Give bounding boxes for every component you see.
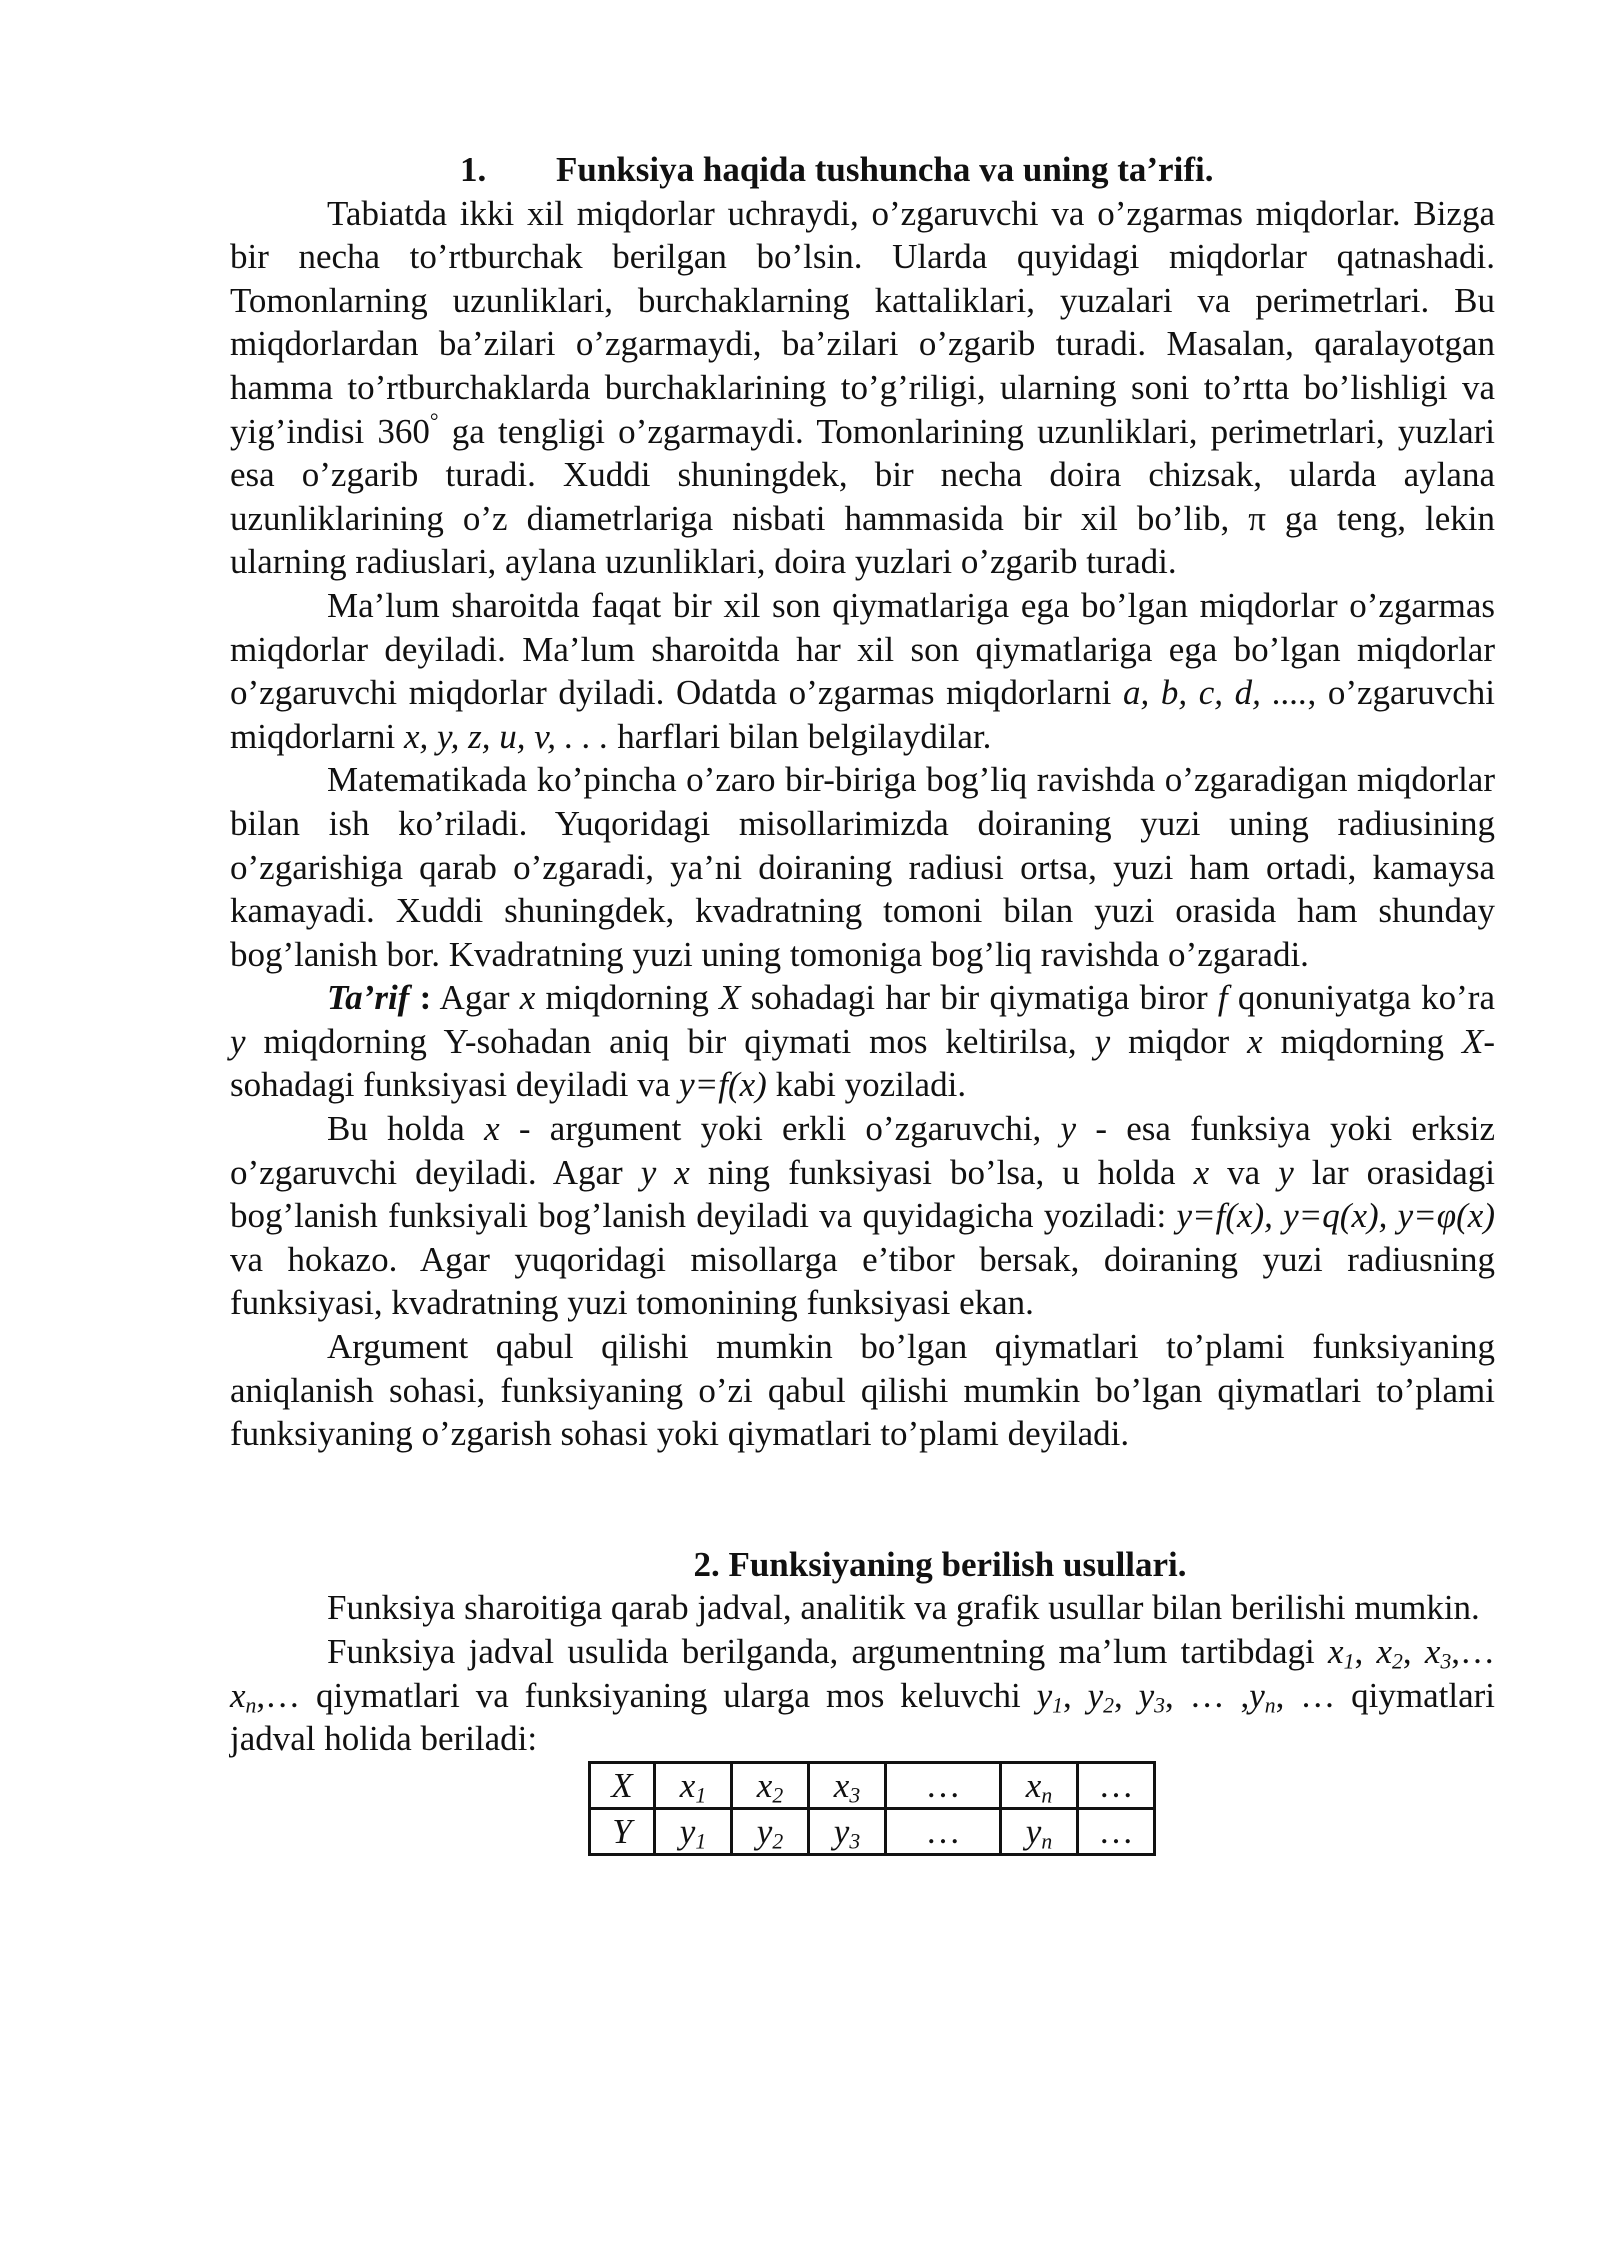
y-var: y xyxy=(1036,1675,1053,1715)
p5-text-3: - esa funksiya yoki erksiz o’zgaruvchi deyiladi. Agar xyxy=(230,1109,1495,1192)
def-text-1: Agar xyxy=(431,978,520,1018)
x-sub-3: 3 xyxy=(1440,1649,1452,1674)
section-2-title: 2. Funksiyaning berilish usullari. xyxy=(693,1544,1187,1584)
cell-var: y xyxy=(679,1811,696,1851)
paragraph-2 xyxy=(230,584,1495,758)
section-1-heading xyxy=(230,148,1495,192)
def-set-x-2: X xyxy=(1461,1021,1484,1061)
cell-sub: 2 xyxy=(772,1783,784,1808)
function-values-table xyxy=(588,1761,1156,1856)
variables-list: x, y, z, u, v, . . . xyxy=(404,716,609,756)
p5-var-yx: y x xyxy=(640,1152,690,1192)
cell-var: x xyxy=(679,1765,696,1805)
def-formula: y=f(x) xyxy=(679,1065,767,1105)
table-header-y xyxy=(590,1808,655,1854)
cell-sub: n xyxy=(1041,1783,1053,1808)
table-cell-ellipsis: … xyxy=(886,1808,1001,1854)
p5-var-y: y xyxy=(1060,1109,1077,1149)
x-var: x xyxy=(1376,1632,1393,1671)
table-cell-ellipsis: … xyxy=(886,1762,1001,1808)
s2p2-text-1: Funksiya jadval usulida berilganda, argumentning ma’lum tartibdagi xyxy=(327,1632,1329,1671)
x-var: x xyxy=(1328,1632,1344,1671)
y-sub-n: n xyxy=(1264,1693,1276,1718)
p5-var-x: x xyxy=(484,1109,500,1149)
p5-var-y-2: y xyxy=(1278,1152,1294,1192)
s2p2-text-2: qiymatlari va funksiyaning ularga mos keluvchi xyxy=(300,1675,1037,1715)
definition-colon: : xyxy=(409,978,432,1018)
s2p2-text-3: qiymatlari jadval holida beriladi: xyxy=(230,1675,1495,1759)
p5-formulas: y=f(x), y=q(x), y=φ(x) xyxy=(1176,1196,1495,1236)
constants-list: a, b, c, d, .... xyxy=(1122,673,1308,713)
y-var: y xyxy=(1087,1675,1104,1715)
paragraph-3: Matematikada ko’pincha o’zaro bir-biriga bog’liq ravishda o’zgaradigan miqdorlar bilan ish ko’riladi. Yuqoridagi misollarimizda doiraning yuzi uning radiusining o’zgarishiga qarab o’zgaradi, ya’ni doiraning radiusi ortsa, yuzi ham ortadi, kamaysa kamayadi. Xuddi shuningdek, kvadratning tomoni bilan yuzi orasida ham shunday bog’lanish bor. Kvadratning yuzi uning tomoniga bog’liq ravishda o’zgaradi. xyxy=(230,760,1495,974)
cell-sub: 3 xyxy=(849,1783,861,1808)
paragraph-1 xyxy=(230,192,1495,584)
sep-1: , xyxy=(1354,1632,1377,1671)
section-1-title: Funksiya haqida tushuncha va uning ta’rifi. xyxy=(556,150,1214,189)
p5-text-5: va xyxy=(1209,1152,1279,1192)
sep-3: ,… xyxy=(1451,1632,1496,1671)
def-var-x: x xyxy=(519,978,536,1018)
def-set-x: X xyxy=(719,978,741,1018)
table-row-x xyxy=(590,1762,1155,1808)
x-sub-1: 1 xyxy=(1343,1649,1355,1674)
paragraph-1-text-a: Tabiatda ikki xil miqdorlar uchraydi, o’zgaruvchi va o’zgarmas miqdorlar. Bizga bir necha to’rtburchak berilgan bo’lsin. Ularda quyidagi miqdorlar qatnashadi. Tomonlarning uzunliklari, burchaklarning kattaliklari, yuzalari va perimetrlari. Bu miqdorlardan ba’zilari o’zgarmaydi, ba’zilari o’zgarib turadi. Masalan, qaralayotgan hamma to’rtburchaklarda burchaklarining to’g’riligi, ularning soni to’rtta bo’lishligi va yig’indisi 360 xyxy=(230,193,1495,451)
document-page xyxy=(230,148,1495,1856)
sep-4: ,… xyxy=(256,1675,301,1715)
def-text-3: sohadagi har bir qiymatiga biror xyxy=(740,978,1218,1018)
x-sub-n: n xyxy=(245,1693,257,1718)
ysep-3: , … , xyxy=(1165,1675,1250,1715)
table-cell-ellipsis: … xyxy=(1078,1808,1155,1854)
table-cell xyxy=(655,1762,732,1808)
paragraph-1-text-b: ga tengligi o’zgarmaydi. Tomonlarining uzunliklari, perimetrlari, yuzlari esa o’zgarib turadi. Xuddi shuningdek, bir necha doira chizsak, ularda aylana uzunliklarining o’z diametrlariga nisbati hammasida bir xil bo’lib, π ga teng, lekin ularning radiuslari, aylana uzunliklari, doira yuzlari o’zgarib turadi. xyxy=(230,411,1495,582)
def-text-5: miqdorning Y-sohadan aniq bir qiymati mos keltirilsa, xyxy=(245,1021,1095,1061)
paragraph-6: Argument qabul qilishi mumkin bo’lgan qiymatlari to’plami funksiyaning aniqlanish sohasi, funksiyaning o’zi qabul qilishi mumkin bo’lgan qiymatlari to’plami funksiyaning o’zgarish sohasi yoki qiymatlari to’plami deyiladi. xyxy=(230,1327,1495,1454)
p5-text-4: ning funksiyasi bo’lsa, u holda xyxy=(689,1152,1194,1192)
def-text-2: miqdorning xyxy=(535,978,720,1018)
table-cell xyxy=(1001,1808,1078,1854)
cell-var: x xyxy=(833,1765,850,1805)
paragraph-2-text-a: Ma’lum sharoitda faqat bir xil son qiymatlariga ega bo’lgan miqdorlar o’zgarmas miqdorlar deyiladi. Ma’lum sharoitda har xil son qiymatlariga ega bo’lgan miqdorlar o’zgaruvchi miqdorlar dyiladi. Odatda o’zgarmas miqdorlarni xyxy=(230,585,1495,713)
paragraph-5 xyxy=(230,1107,1495,1325)
degree-sign: ° xyxy=(429,408,439,433)
header-x-text: X xyxy=(611,1765,633,1805)
x-var: x xyxy=(230,1675,246,1715)
def-text-4: qonuniyatga ko’ra xyxy=(1227,978,1495,1018)
table-header-x xyxy=(590,1762,655,1808)
definition-label: Ta’rif xyxy=(327,978,410,1018)
cell-sub: 1 xyxy=(695,1783,707,1808)
p5-text-7: va hokazo. Agar yuqoridagi misollarga e’tibor bersak, doiraning yuzi radiusning funksiyasi, kvadratning yuzi tomonining funksiyasi ekan. xyxy=(230,1239,1495,1323)
table-cell xyxy=(809,1762,886,1808)
table-cell-ellipsis: … xyxy=(1078,1762,1155,1808)
cell-var: y xyxy=(1025,1811,1042,1851)
section-1-number: 1. xyxy=(460,150,487,189)
ysep-2: , xyxy=(1113,1675,1139,1715)
def-text-9: kabi yoziladi. xyxy=(766,1065,967,1105)
def-text-6: miqdor xyxy=(1110,1021,1248,1061)
table-cell xyxy=(809,1808,886,1854)
def-text-8: -sohadagi funksiyasi deyiladi va xyxy=(230,1021,1495,1105)
y-var: y xyxy=(1138,1675,1155,1715)
ysep-1: , xyxy=(1062,1675,1088,1715)
y-sub-1: 1 xyxy=(1052,1693,1063,1718)
cell-var: x xyxy=(1025,1765,1042,1805)
cell-sub: n xyxy=(1041,1829,1053,1854)
sep-2: , xyxy=(1402,1632,1425,1671)
p5-text-2: - argument yoki erkli o’zgaruvchi, xyxy=(499,1109,1061,1149)
p5-text-1: Bu holda xyxy=(327,1109,485,1149)
cell-var: x xyxy=(756,1765,773,1805)
p5-var-x-2: x xyxy=(1193,1152,1210,1192)
cell-sub: 1 xyxy=(695,1829,707,1854)
cell-var: y xyxy=(833,1811,850,1851)
table-cell xyxy=(732,1762,809,1808)
section-2-paragraph-2 xyxy=(230,1630,1495,1761)
cell-sub: 2 xyxy=(772,1829,784,1854)
def-var-x-2: x xyxy=(1247,1021,1263,1061)
y-var: y xyxy=(1249,1675,1265,1715)
paragraph-2-text-b: , o’zgaruvchi miqdorlarni xyxy=(230,673,1495,756)
def-var-y-2: y xyxy=(1094,1021,1111,1061)
y-sub-2: 2 xyxy=(1103,1693,1114,1718)
x-var: x xyxy=(1424,1632,1441,1671)
table-cell xyxy=(732,1808,809,1854)
cell-sub: 3 xyxy=(849,1829,861,1854)
ysep-4: , … xyxy=(1275,1675,1336,1715)
definition-paragraph xyxy=(230,976,1495,1107)
table-cell xyxy=(655,1808,732,1854)
table-row-y xyxy=(590,1808,1155,1854)
table-cell xyxy=(1001,1762,1078,1808)
def-var-y: y xyxy=(230,1021,246,1061)
y-sub-3: 3 xyxy=(1154,1693,1165,1718)
def-text-7: miqdorning xyxy=(1262,1021,1462,1061)
def-law-f: f xyxy=(1217,978,1228,1018)
p5-text-6: lar orasidagi bog’lanish funksiyali bog’lanish deyiladi va quyidagicha yoziladi: xyxy=(230,1152,1495,1236)
cell-var: y xyxy=(756,1811,773,1851)
header-y-text: Y xyxy=(612,1811,632,1851)
x-sub-2: 2 xyxy=(1392,1649,1403,1674)
section-2-paragraph-1: Funksiya sharoitiga qarab jadval, analitik va grafik usullar bilan berilishi mumkin. xyxy=(327,1588,1480,1628)
paragraph-2-text-c: harflari bilan belgilaydilar. xyxy=(608,716,992,756)
